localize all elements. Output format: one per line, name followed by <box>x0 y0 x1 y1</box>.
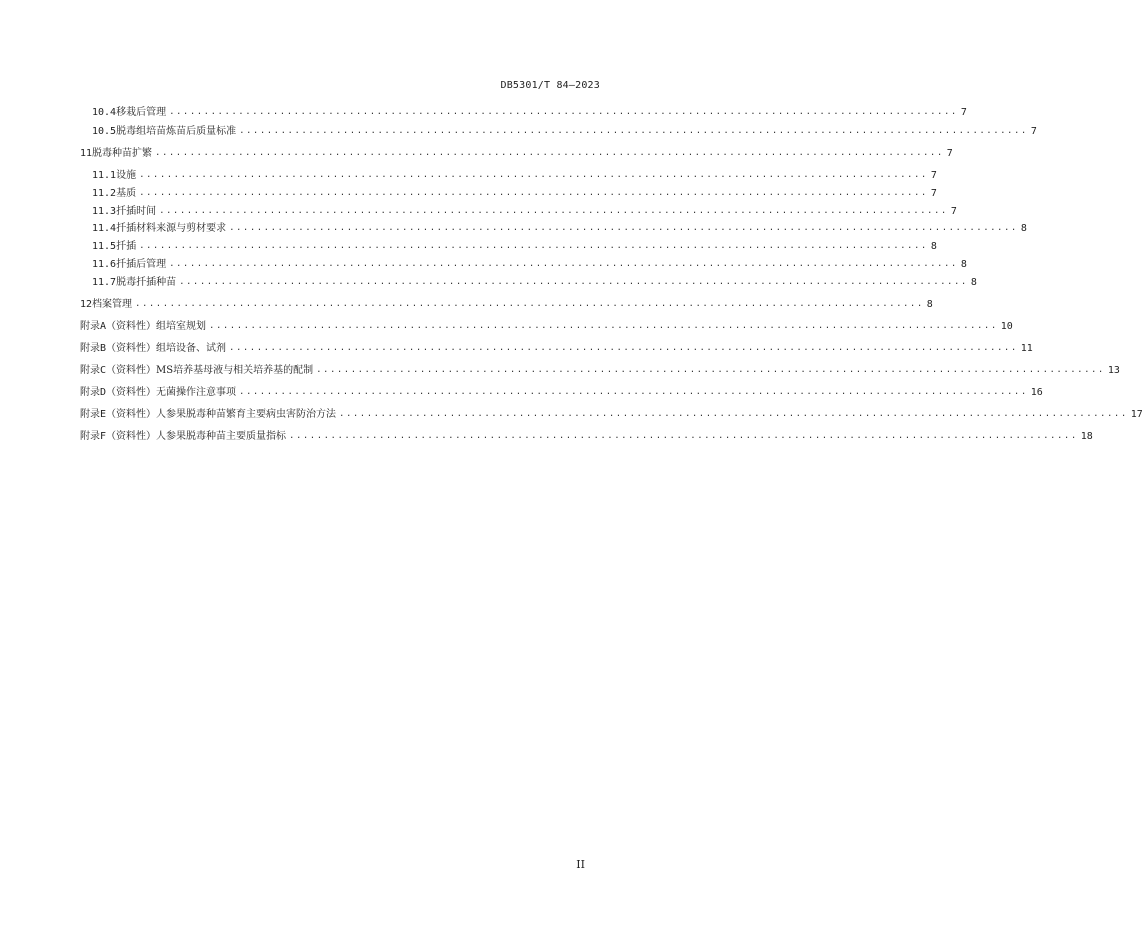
page-number: II <box>576 858 585 871</box>
toc-item-title: 人参果脱毒种苗繁育主要病虫害防治方法 <box>156 409 337 420</box>
toc-item-number: 11.3 <box>92 206 117 217</box>
toc-item-title: 移栽后管理 <box>116 107 167 118</box>
toc-leader-dots: .................................................................................................................. <box>289 431 1078 441</box>
toc-item-number: 附录B <box>80 343 107 354</box>
toc-item-number: 附录E <box>80 409 107 420</box>
toc-item-page: 7 <box>930 170 937 181</box>
toc-item-number: 11.1 <box>92 170 117 181</box>
toc-item-title: 扦插 <box>116 241 137 252</box>
toc-item-number: 10.5 <box>92 126 117 137</box>
toc-leader-dots: .................................................................................................................. <box>139 241 928 251</box>
toc-item-page: 8 <box>960 259 967 270</box>
toc-item-title: 脱毒种苗扩繁 <box>92 148 153 159</box>
toc-leader-dots: .................................................................................................................. <box>155 148 944 158</box>
toc-item-number: 附录F <box>80 431 107 442</box>
toc-item-number: 附录C <box>80 365 107 376</box>
toc-item-page: 8 <box>926 299 933 310</box>
toc-item-page: 10 <box>1000 321 1013 332</box>
toc-item-number: 11.7 <box>92 277 117 288</box>
toc-item[interactable] <box>0 275 977 290</box>
toc-item-page: 7 <box>1030 126 1037 137</box>
toc-item-page: 7 <box>930 188 937 199</box>
toc-item-title: 扦插后管理 <box>116 259 167 270</box>
toc-leader-dots: .................................................................................................................. <box>316 365 1105 375</box>
document-code: DB5301/T 84—2023 <box>500 80 600 91</box>
toc-item[interactable] <box>0 186 937 201</box>
toc-item-page: 13 <box>1107 365 1120 376</box>
toc-item-title: 组培室规划 <box>156 321 207 332</box>
toc-appendix-kind: （资料性） <box>106 387 157 398</box>
toc-appendix-item[interactable] <box>0 363 1120 378</box>
toc-item[interactable] <box>0 168 937 183</box>
toc-item-title: 档案管理 <box>92 299 133 310</box>
toc-leader-dots: .................................................................................................................. <box>239 126 1028 136</box>
toc-item-title: 脱毒扦插种苗 <box>116 277 177 288</box>
toc-item[interactable] <box>0 221 1027 236</box>
toc-leader-dots: .................................................................................................................. <box>135 299 924 309</box>
toc-item-title: 扦插材料来源与剪材要求 <box>116 223 227 234</box>
toc-leader-dots: .................................................................................................................. <box>159 206 948 216</box>
toc-item-page: 7 <box>946 148 953 159</box>
toc-item-page: 8 <box>930 241 937 252</box>
toc-leader-dots: .................................................................................................................. <box>229 343 1018 353</box>
toc-appendix-item[interactable] <box>0 319 1013 334</box>
toc-leader-dots: .................................................................................................................. <box>239 387 1028 397</box>
toc-item[interactable] <box>0 297 933 312</box>
toc-item-page: 7 <box>960 107 967 118</box>
toc-item-page: 11 <box>1020 343 1033 354</box>
toc-item-number: 12 <box>80 299 93 310</box>
toc-item-number: 附录A <box>80 321 107 332</box>
toc-item-number: 11 <box>80 148 93 159</box>
toc-item[interactable] <box>0 204 957 219</box>
toc-item[interactable] <box>0 257 967 272</box>
toc-leader-dots: .................................................................................................................. <box>139 170 928 180</box>
toc-leader-dots: .................................................................................................................. <box>179 277 968 287</box>
toc-item-title: 人参果脱毒种苗主要质量指标 <box>156 431 287 442</box>
toc-leader-dots: .................................................................................................................. <box>209 321 998 331</box>
toc-item[interactable] <box>0 105 967 120</box>
toc-leader-dots: .................................................................................................................. <box>169 259 958 269</box>
toc-item-number: 11.6 <box>92 259 117 270</box>
toc-item-page: 8 <box>970 277 977 288</box>
toc-item-title: 扦插时间 <box>116 206 157 217</box>
toc-appendix-item[interactable] <box>0 407 1143 422</box>
toc-appendix-kind: （资料性） <box>106 431 157 442</box>
toc-item-title: MS培养基母液与相关培养基的配制 <box>156 365 314 376</box>
toc-leader-dots: .................................................................................................................. <box>169 107 958 117</box>
toc-item[interactable] <box>0 124 1037 139</box>
toc-appendix-kind: （资料性） <box>106 343 157 354</box>
toc-appendix-kind: （资料性） <box>106 321 157 332</box>
toc-item-page: 7 <box>950 206 957 217</box>
toc-item-page: 16 <box>1030 387 1043 398</box>
toc-item-title: 设施 <box>116 170 137 181</box>
toc-item-number: 11.4 <box>92 223 117 234</box>
toc-appendix-item[interactable] <box>0 429 1093 444</box>
toc-item-number: 11.2 <box>92 188 117 199</box>
toc-item-title: 组培设备、试剂 <box>156 343 227 354</box>
toc-appendix-item[interactable] <box>0 341 1033 356</box>
toc-item[interactable] <box>0 239 937 254</box>
toc-item-number: 11.5 <box>92 241 117 252</box>
toc-leader-dots: .................................................................................................................. <box>229 223 1018 233</box>
toc-item-title: 脱毒组培苗炼苗后质量标准 <box>116 126 237 137</box>
toc-appendix-kind: （资料性） <box>106 409 157 420</box>
toc-item[interactable] <box>0 146 953 161</box>
toc-item-title: 无菌操作注意事项 <box>156 387 237 398</box>
toc-appendix-kind: （资料性） <box>106 365 157 376</box>
toc-item-number: 附录D <box>80 387 107 398</box>
toc-appendix-item[interactable] <box>0 385 1043 400</box>
toc-item-page: 18 <box>1080 431 1093 442</box>
toc-leader-dots: .................................................................................................................. <box>139 188 928 198</box>
toc-item-page: 17 <box>1130 409 1143 420</box>
toc-leader-dots: .................................................................................................................. <box>339 409 1128 419</box>
toc-item-title: 基质 <box>116 188 137 199</box>
toc-item-page: 8 <box>1020 223 1027 234</box>
toc-item-number: 10.4 <box>92 107 117 118</box>
